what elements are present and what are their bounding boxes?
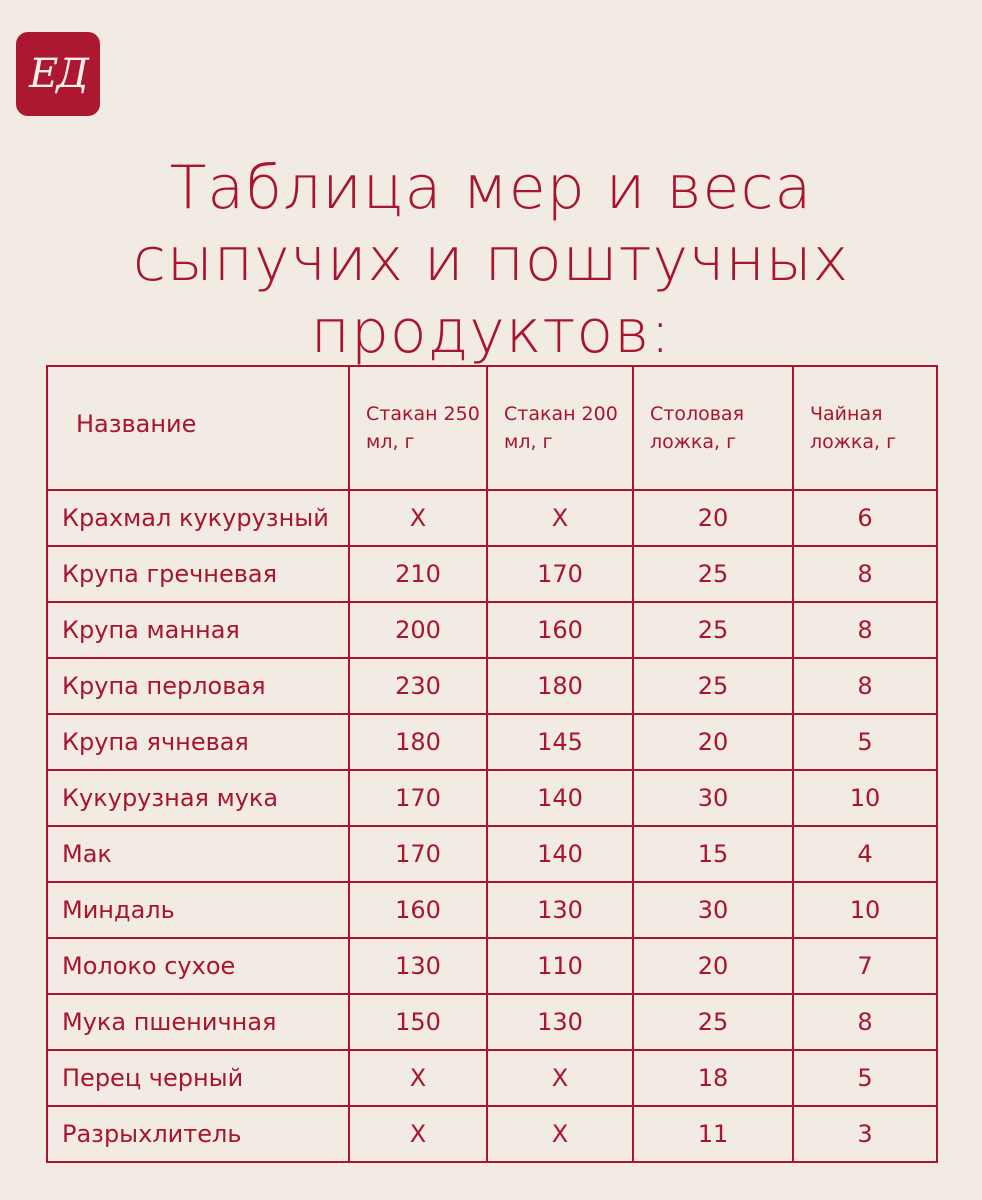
- cell-glass-200: 145: [487, 714, 633, 770]
- column-header-glass-250: Стакан 250 мл, г: [349, 366, 487, 490]
- cell-product-name: Разрыхлитель: [47, 1106, 349, 1162]
- cell-glass-200: 140: [487, 770, 633, 826]
- table-row: [47, 826, 937, 882]
- cell-glass-250: 210: [349, 546, 487, 602]
- cell-glass-200: 110: [487, 938, 633, 994]
- table-row: [47, 882, 937, 938]
- cell-teaspoon: 10: [793, 770, 937, 826]
- column-header-glass-200: Стакан 200 мл, г: [487, 366, 633, 490]
- cell-glass-200: X: [487, 490, 633, 546]
- table-row: [47, 602, 937, 658]
- cell-teaspoon: 10: [793, 882, 937, 938]
- table-row: [47, 546, 937, 602]
- cell-glass-200: X: [487, 1050, 633, 1106]
- cell-tablespoon: 25: [633, 602, 793, 658]
- cell-glass-250: X: [349, 1050, 487, 1106]
- table-header-row: [47, 366, 937, 490]
- cell-product-name: Миндаль: [47, 882, 349, 938]
- cell-tablespoon: 20: [633, 490, 793, 546]
- cell-tablespoon: 11: [633, 1106, 793, 1162]
- cell-glass-200: 160: [487, 602, 633, 658]
- page-title: [0, 152, 982, 368]
- cell-teaspoon: 6: [793, 490, 937, 546]
- cell-product-name: Крахмал кукурузный: [47, 490, 349, 546]
- table-body: [47, 490, 937, 1162]
- cell-product-name: Крупа гречневая: [47, 546, 349, 602]
- cell-product-name: Крупа ячневая: [47, 714, 349, 770]
- cell-glass-200: X: [487, 1106, 633, 1162]
- cell-product-name: Мак: [47, 826, 349, 882]
- table-row: [47, 1050, 937, 1106]
- cell-teaspoon: 8: [793, 994, 937, 1050]
- cell-glass-200: 170: [487, 546, 633, 602]
- cell-glass-200: 140: [487, 826, 633, 882]
- cell-glass-250: 230: [349, 658, 487, 714]
- cell-teaspoon: 5: [793, 714, 937, 770]
- cell-glass-250: 150: [349, 994, 487, 1050]
- page-title-line-3: продуктов:: [310, 297, 672, 368]
- cell-tablespoon: 25: [633, 994, 793, 1050]
- column-header-teaspoon: Чайная ложка, г: [793, 366, 937, 490]
- cell-teaspoon: 8: [793, 602, 937, 658]
- cell-teaspoon: 8: [793, 658, 937, 714]
- table-row: [47, 770, 937, 826]
- cell-tablespoon: 30: [633, 770, 793, 826]
- table-row: [47, 1106, 937, 1162]
- table-row: [47, 994, 937, 1050]
- cell-glass-250: 130: [349, 938, 487, 994]
- cell-tablespoon: 25: [633, 546, 793, 602]
- cell-product-name: Перец черный: [47, 1050, 349, 1106]
- cell-glass-200: 180: [487, 658, 633, 714]
- table-row: [47, 938, 937, 994]
- column-header-tablespoon: Столовая ложка, г: [633, 366, 793, 490]
- cell-glass-250: 180: [349, 714, 487, 770]
- page-title-line-2: сыпучих и поштучных: [132, 225, 850, 296]
- page-title-line-1: Таблица мер и веса: [169, 153, 813, 224]
- brand-logo: [16, 32, 100, 116]
- cell-glass-250: X: [349, 1106, 487, 1162]
- table-row: [47, 490, 937, 546]
- brand-logo-text: ЕД: [29, 51, 87, 97]
- cell-tablespoon: 20: [633, 714, 793, 770]
- cell-glass-250: 200: [349, 602, 487, 658]
- measures-table: [46, 365, 938, 1163]
- cell-teaspoon: 3: [793, 1106, 937, 1162]
- cell-product-name: Молоко сухое: [47, 938, 349, 994]
- cell-tablespoon: 15: [633, 826, 793, 882]
- table-row: [47, 658, 937, 714]
- cell-tablespoon: 18: [633, 1050, 793, 1106]
- cell-tablespoon: 25: [633, 658, 793, 714]
- cell-teaspoon: 7: [793, 938, 937, 994]
- cell-glass-200: 130: [487, 994, 633, 1050]
- column-header-name: Название: [47, 366, 349, 490]
- cell-glass-250: 170: [349, 770, 487, 826]
- cell-teaspoon: 4: [793, 826, 937, 882]
- cell-product-name: Кукурузная мука: [47, 770, 349, 826]
- cell-glass-200: 130: [487, 882, 633, 938]
- cell-teaspoon: 8: [793, 546, 937, 602]
- cell-product-name: Мука пшеничная: [47, 994, 349, 1050]
- cell-glass-250: 170: [349, 826, 487, 882]
- cell-tablespoon: 20: [633, 938, 793, 994]
- cell-teaspoon: 5: [793, 1050, 937, 1106]
- cell-tablespoon: 30: [633, 882, 793, 938]
- cell-glass-250: X: [349, 490, 487, 546]
- cell-glass-250: 160: [349, 882, 487, 938]
- cell-product-name: Крупа перловая: [47, 658, 349, 714]
- table-row: [47, 714, 937, 770]
- cell-product-name: Крупа манная: [47, 602, 349, 658]
